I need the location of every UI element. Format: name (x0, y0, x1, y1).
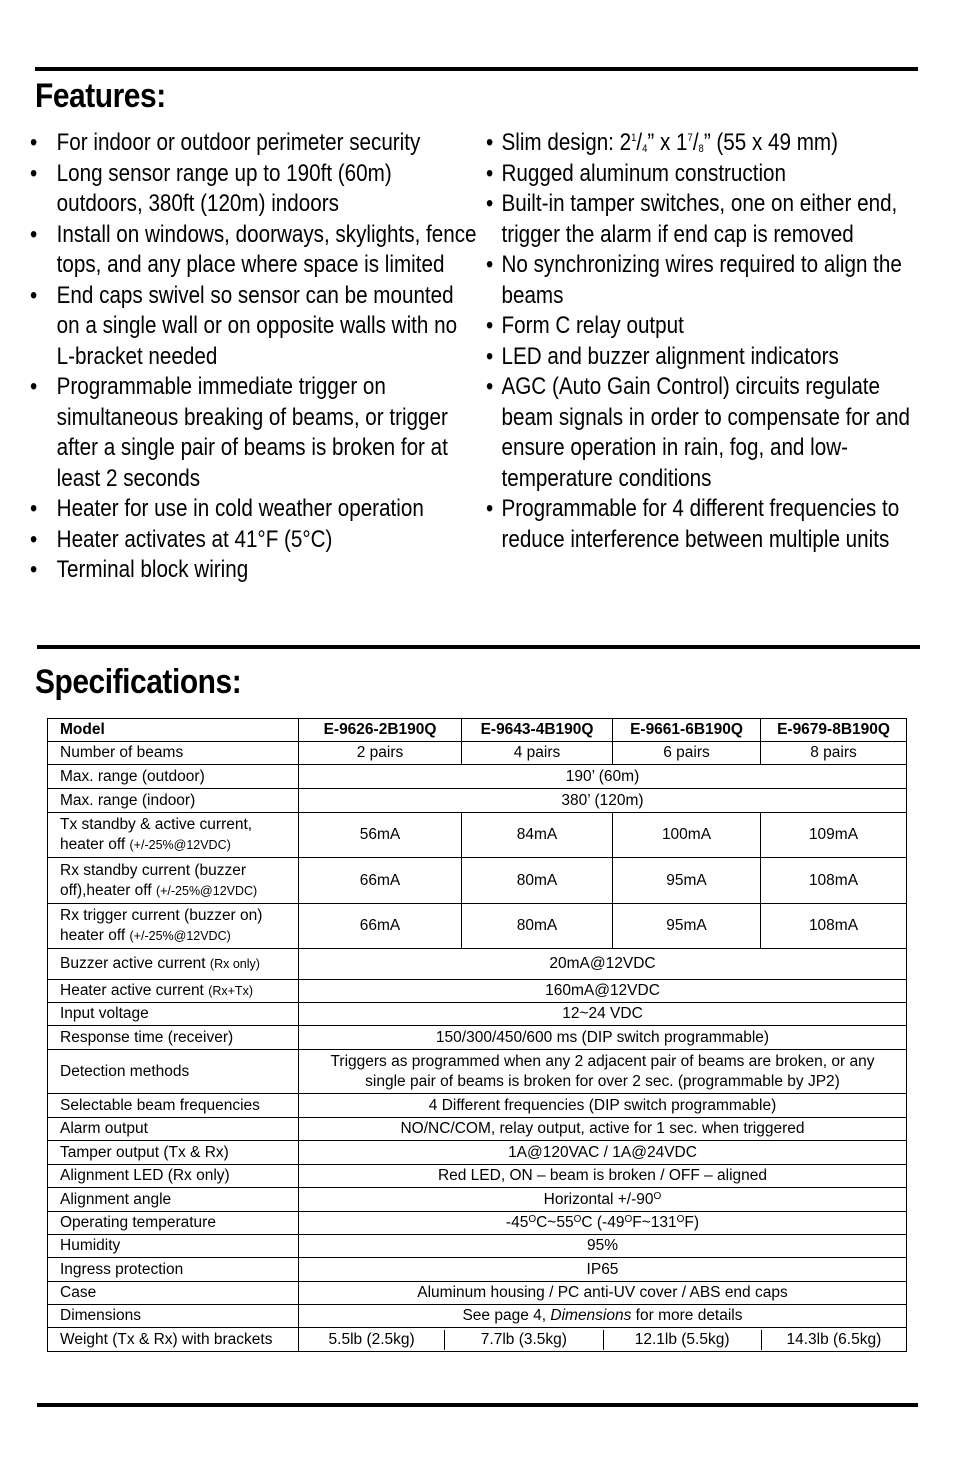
table-row (48, 742, 907, 765)
row-label: Operating temperature (48, 1212, 299, 1235)
header-model-8-beam: E-9679-8B190Q (761, 719, 907, 742)
row-label: Alignment angle (48, 1188, 299, 1212)
feature-item: • Terminal block wiring (30, 556, 249, 583)
table-row (48, 1118, 907, 1141)
row-label: Buzzer active current (Rx only) (48, 949, 299, 980)
cell-value: See page 4, Dimensions for more details (299, 1305, 907, 1328)
feature-item-slim-design: • Slim design: $2^1/_4$” x $1^7/_8$” (55 x 49 mm) (486, 129, 839, 156)
weight-values-row (299, 1330, 906, 1350)
row-label: Ingress protection (48, 1258, 299, 1282)
row-label: Alarm output (48, 1118, 299, 1141)
row-label: Number of beams (48, 742, 299, 765)
cell-value: 56mA (299, 813, 462, 858)
cell-value: 80mA (462, 904, 613, 949)
row-label: Heater active current (Rx+Tx) (48, 980, 299, 1003)
cell-value: 95mA (613, 858, 761, 904)
table-row (48, 1282, 907, 1305)
feature-item: • Heater activates at 41°F (5°C) (30, 525, 333, 553)
row-label: Alignment LED (Rx only) (48, 1165, 299, 1188)
feature-item: • Programmable for 4 different frequencies to reduce interference between multiple units (486, 495, 900, 553)
features-right-column (486, 128, 934, 555)
table-row (48, 1026, 907, 1050)
cell-value: 190’ (60m) (299, 765, 907, 789)
row-label: Dimensions (48, 1305, 299, 1328)
row-label: Detection methods (48, 1050, 299, 1094)
cell-value: 4 pairs (462, 742, 613, 765)
table-row (48, 858, 907, 904)
cell-value: 12~24 VDC (299, 1003, 907, 1026)
features-title: Features: (35, 77, 166, 115)
table-row (48, 1212, 907, 1235)
top-rule (35, 67, 918, 71)
table-row (48, 904, 907, 949)
table-row (48, 765, 907, 789)
cell-value: 95% (299, 1235, 907, 1258)
table-row (48, 1188, 907, 1212)
row-label: Case (48, 1282, 299, 1305)
table-row (48, 980, 907, 1003)
cell-value: 2 pairs (299, 742, 462, 765)
cell-value: Triggers as programmed when any 2 adjacent pair of beams are broken, or any single pair of beams is broken for over 2 sec. (programmable by JP2) (299, 1050, 907, 1094)
feature-item: • For indoor or outdoor perimeter security (30, 129, 421, 156)
row-label: Weight (Tx & Rx) with brackets (48, 1328, 299, 1352)
bottom-rule (37, 1403, 918, 1407)
row-label: Input voltage (48, 1003, 299, 1026)
cell-value: 108mA (761, 858, 907, 904)
cell-value: 84mA (462, 813, 613, 858)
cell-value: 7.7lb (3.5kg) (445, 1330, 603, 1350)
row-label: Tamper output (Tx & Rx) (48, 1141, 299, 1165)
feature-item: • Install on windows, doorways, skylights, fence tops, and any place where space is limited (30, 220, 477, 278)
feature-item: • No synchronizing wires required to align the beams (486, 251, 902, 309)
table-row (48, 1305, 907, 1328)
feature-item: • Heater for use in cold weather operation (30, 495, 424, 522)
feature-item: • End caps swivel so sensor can be mounted on a single wall or on opposite walls with no L-bracket needed (30, 281, 458, 370)
table-row (48, 789, 907, 813)
cell-value: 4 Different frequencies (DIP switch programmable) (299, 1094, 907, 1118)
table-row (48, 1094, 907, 1118)
row-label: Rx trigger current (buzzer on) heater off (+/-25%@12VDC) (48, 904, 299, 949)
cell-value: 14.3lb (6.5kg) (786, 1330, 882, 1348)
cell-value: 12.1lb (5.5kg) (604, 1330, 762, 1350)
cell-value: 66mA (299, 858, 462, 904)
cell-value: $-45^OC\sim 55^OC$ $(-49^OF\sim 131^OF)$ (299, 1212, 907, 1235)
table-row (48, 1165, 907, 1188)
table-row (48, 813, 907, 858)
row-label: Selectable beam frequencies (48, 1094, 299, 1118)
specifications-title: Specifications: (35, 663, 242, 701)
cell-value: Red LED, ON – beam is broken / OFF – aligned (299, 1165, 907, 1188)
cell-value: 1A@120VAC / 1A@24VDC (299, 1141, 907, 1165)
cell-value: 150/300/450/600 ms (DIP switch programmable) (299, 1026, 907, 1050)
cell-value: 160mA@12VDC (299, 980, 907, 1003)
header-model-4-beam: E-9643-4B190Q (462, 719, 613, 742)
cell-value: 6 pairs (613, 742, 761, 765)
feature-item: • LED and buzzer alignment indicators (486, 342, 839, 370)
feature-item: • AGC (Auto Gain Control) circuits regulate beam signals in order to compensate for and ensure operation in rain, fog, and low-temperature conditions (486, 373, 910, 492)
cell-value: Horizontal $+/-90^O$ (299, 1188, 907, 1212)
row-label: Response time (receiver) (48, 1026, 299, 1050)
header-model: Model (48, 719, 299, 742)
specifications-table-wrap (47, 718, 906, 1352)
header-model-2-beam: E-9626-2B190Q (299, 719, 462, 742)
table-row (48, 1235, 907, 1258)
cell-value: 80mA (462, 858, 613, 904)
features-left-column (30, 128, 480, 586)
row-label: Rx standby current (buzzer off),heater off (+/-25%@12VDC) (48, 858, 299, 904)
feature-item: • Programmable immediate trigger on simultaneous breaking of beams, or trigger after a single pair of beams is broken for at least 2 seconds (30, 373, 448, 492)
feature-item: • Long sensor range up to 190ft (60m) outdoors, 380ft (120m) indoors (30, 159, 392, 217)
cell-value: Aluminum housing / PC anti-UV cover / ABS end caps (299, 1282, 907, 1305)
row-label: Tx standby & active current, heater off (+/-25%@12VDC) (48, 813, 299, 858)
row-label: Max. range (outdoor) (48, 765, 299, 789)
header-model-6-beam: E-9661-6B190Q (613, 719, 761, 742)
middle-rule (37, 645, 920, 649)
cell-value: 20mA@12VDC (299, 949, 907, 980)
cell-value: NO/NC/COM, relay output, active for 1 sec. when triggered (299, 1118, 907, 1141)
cell-value: 66mA (299, 904, 462, 949)
cell-value: IP65 (299, 1258, 907, 1282)
feature-item: • Rugged aluminum construction (486, 159, 787, 187)
cell-value: 108mA (761, 904, 907, 949)
cell-value: 109mA (761, 813, 907, 858)
table-header-row (48, 719, 907, 742)
table-row (48, 1141, 907, 1165)
row-label: Max. range (indoor) (48, 789, 299, 813)
cell-value: 8 pairs (761, 742, 907, 765)
table-row (48, 949, 907, 980)
cell-value: 95mA (613, 904, 761, 949)
cell-value: 380’ (120m) (299, 789, 907, 813)
table-row (48, 1003, 907, 1026)
weight-values (299, 1328, 907, 1352)
feature-item: • Built-in tamper switches, one on either end, trigger the alarm if end cap is removed (486, 190, 898, 248)
feature-item: • Form C relay output (486, 312, 684, 339)
row-label: Humidity (48, 1235, 299, 1258)
table-row (48, 1328, 907, 1352)
cell-value: 5.5lb (2.5kg) (299, 1330, 445, 1350)
table-row (48, 1258, 907, 1282)
specifications-table (47, 718, 907, 1352)
cell-value: 100mA (613, 813, 761, 858)
table-row (48, 1050, 907, 1094)
